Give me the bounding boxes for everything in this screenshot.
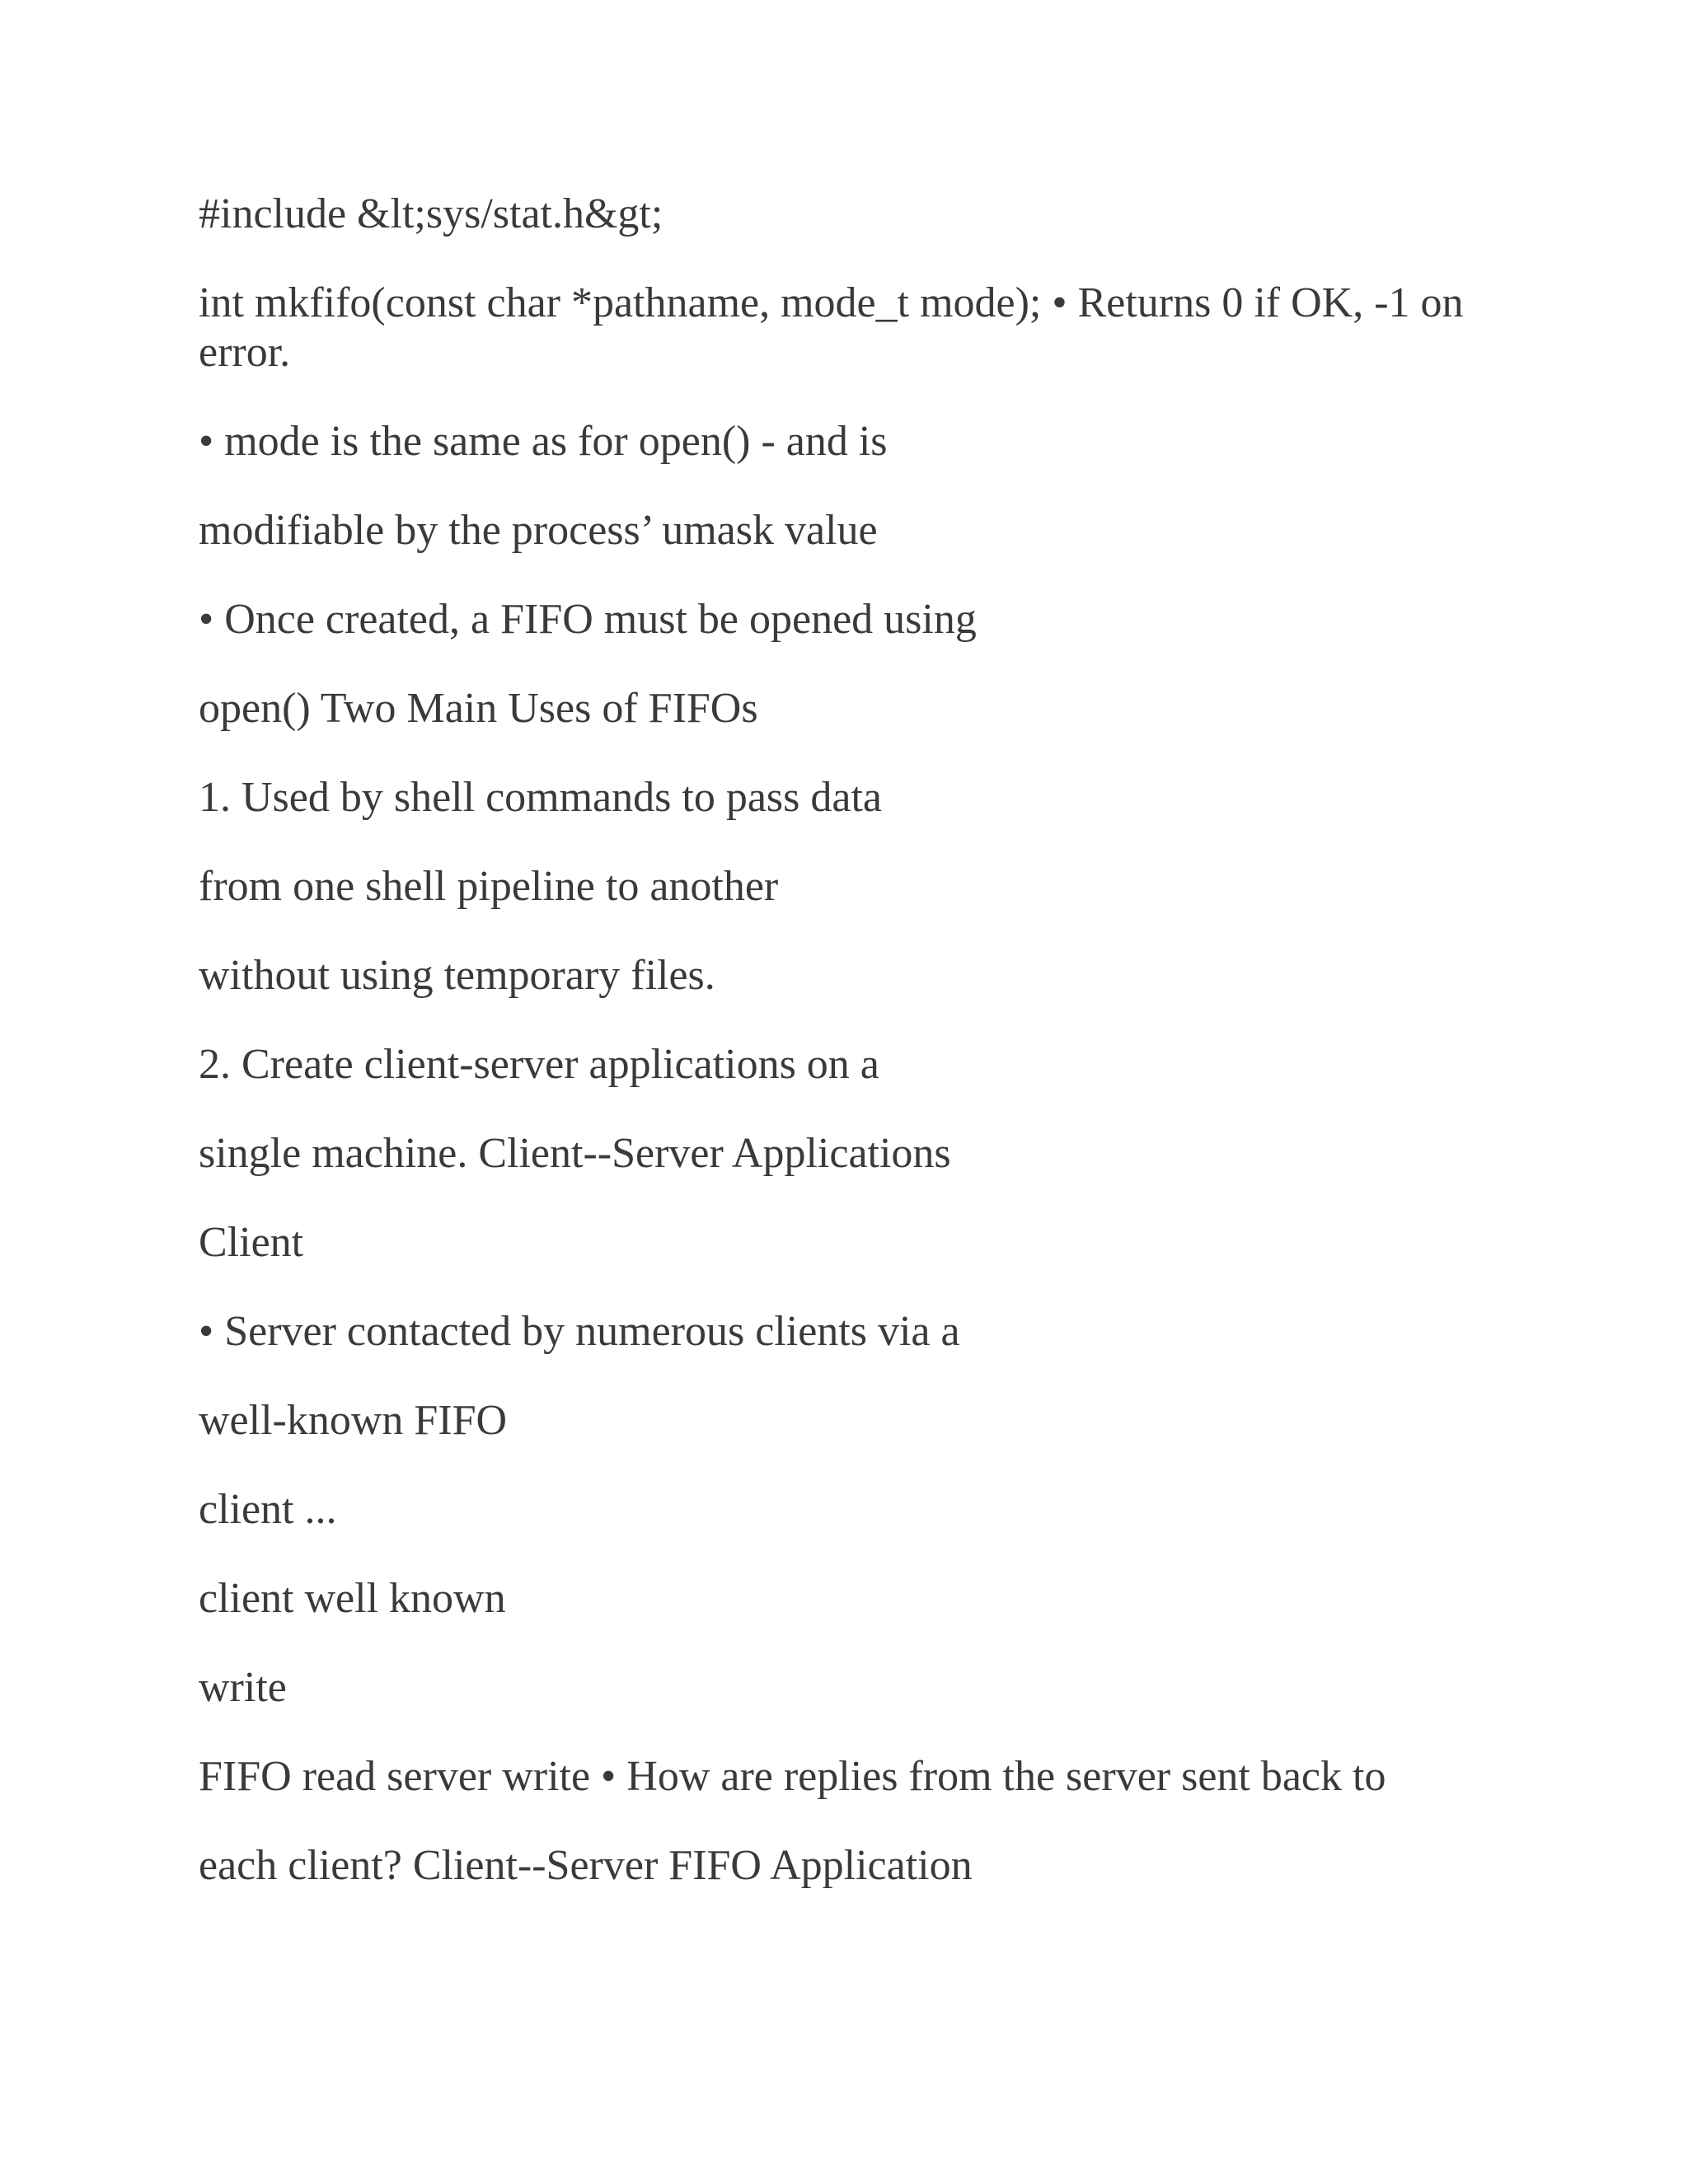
use-two-line: 2. Create client-server applications on a: [199, 1041, 879, 1088]
client-ellipsis-line: client ...: [199, 1486, 337, 1533]
fifo-read-server-line: FIFO read server write • How are replies from the server sent back to: [199, 1753, 1386, 1800]
use-one-continued: from one shell pipeline to another: [199, 863, 779, 910]
once-created-bullet: • Once created, a FIFO must be opened using: [199, 596, 977, 643]
use-two-continued: single machine. Client--Server Applications: [199, 1130, 951, 1177]
client-label: Client: [199, 1219, 304, 1266]
use-one-line: 1. Used by shell commands to pass data: [199, 774, 882, 821]
mkfifo-signature: int mkfifo(const char *pathname, mode_t mode); • Returns 0 if OK, -1 on error.: [199, 279, 1464, 376]
include-line: #include &lt;sys/stat.h&gt;: [199, 190, 663, 237]
mode-bullet: • mode is the same as for open() - and is: [199, 418, 888, 465]
umask-line: modifiable by the process’ umask value: [199, 507, 878, 554]
document-body: [199, 190, 1484, 1930]
use-one-end: without using temporary files.: [199, 952, 715, 999]
client-well-known-line: client well known: [199, 1575, 506, 1622]
each-client-line: each client? Client--Server FIFO Application: [199, 1842, 973, 1889]
write-line: write: [199, 1664, 287, 1711]
two-main-uses-line: open() Two Main Uses of FIFOs: [199, 685, 758, 732]
server-contacted-bullet: • Server contacted by numerous clients via a: [199, 1308, 960, 1355]
well-known-fifo-line: well-known FIFO: [199, 1397, 508, 1444]
